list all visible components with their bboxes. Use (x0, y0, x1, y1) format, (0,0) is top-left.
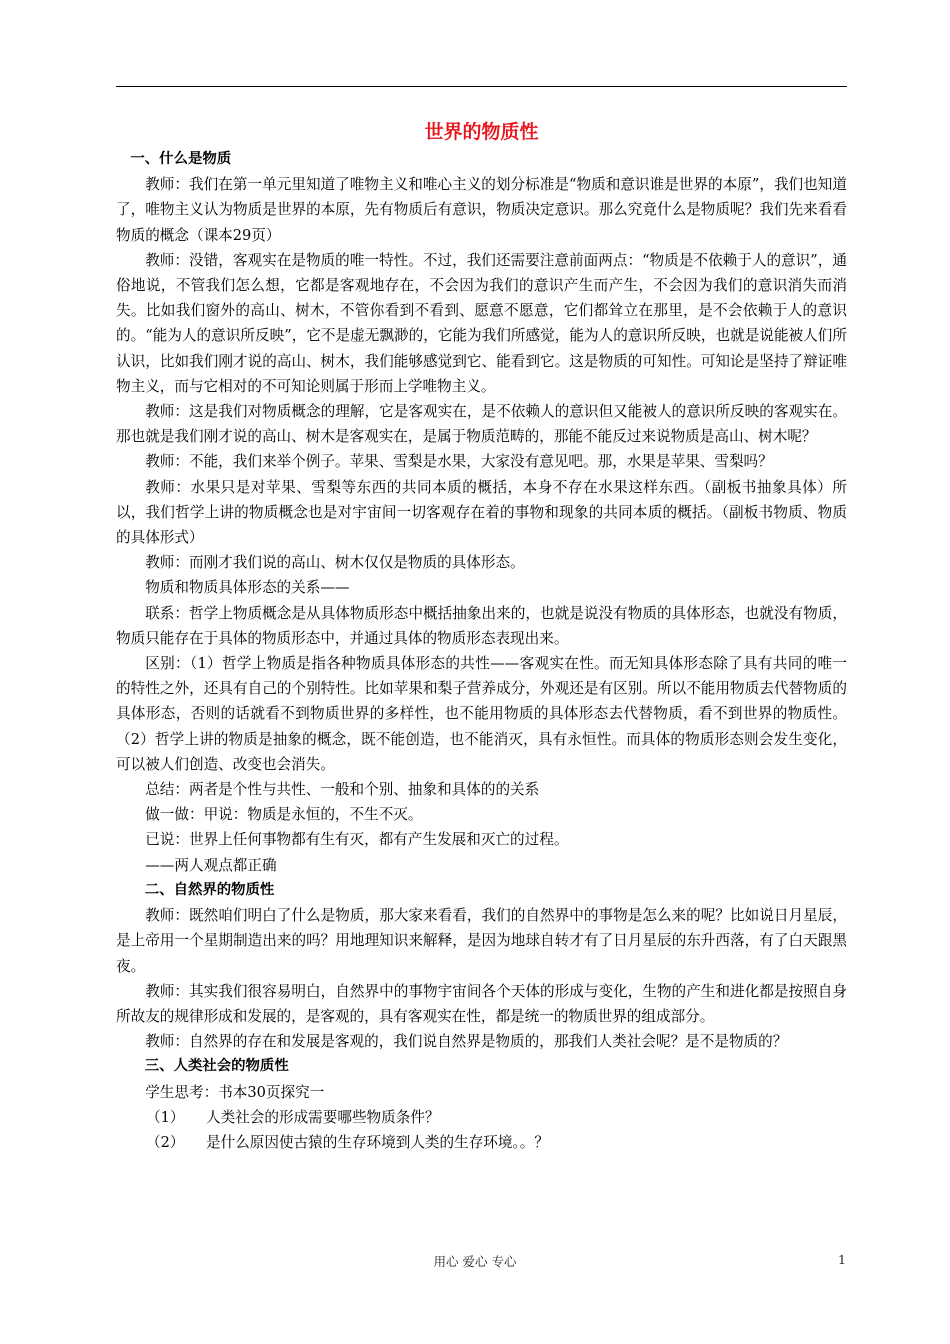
section-heading-3: 三、人类社会的物质性 (144, 1058, 289, 1075)
paragraph: 教师：其实我们很容易明白，自然界中的事物宇宙间各个天体的形成与变化，生物的产生和进化都是按照自身所故友的规律形成和发展的，是客观的，具有客观实在性，都是统一的物质世界的组成部分。 (116, 982, 847, 1025)
question-item (116, 1130, 847, 1155)
paragraph: 教师：没错，客观实在是物质的唯一特性。不过，我们还需要注意前面两点：“物质是不依赖于人的意识”，通俗地说，不管我们怎么想，它都是客观地存在，不会因为我们的意识产生而产生，不会因为我们的意识消失而消失。比如我们窗外的高山、树木，不管你看到不看到、愿意不愿意，它们都耸立在那里，是不会依赖于人的意识的。“能为人的意识所反映”，它不是虚无飘渺的，它能为我们所感觉，能为人的意识所反映，也就是说能被人们所认识，比如我们刚才说的高山、树木，我们能够感觉到它、能看到它。这是物质的可知性。可知论是坚持了辩证唯物主义，而与它相对的不可知论则属于形而上学唯物主义。 (116, 251, 847, 395)
document-body (116, 118, 847, 1155)
paragraph: 教师：自然界的存在和发展是客观的，我们说自然界是物质的，那我们人类社会呢？是不是物质的？ (145, 1033, 788, 1051)
paragraph: 教师：不能，我们来举个例子。苹果、雪梨是水果，大家没有意见吧。那，水果是苹果、雪梨吗？ (145, 453, 773, 471)
paragraph: ——两人观点都正确 (145, 856, 277, 874)
question-number: （2） (146, 1133, 185, 1151)
footer-motto: 用心 爱心 专心 (433, 1254, 517, 1269)
header-rule (116, 86, 847, 87)
section-heading-2: 二、自然界的物质性 (144, 881, 275, 898)
paragraph: 教师：这是我们对物质概念的理解，它是客观实在，是不依赖人的意识但又能被人的意识所反映的客观实在。那也就是我们刚才说的高山、树木是客观实在，是属于物质范畴的，那能不能反过来说物质是高山、树木呢？ (116, 403, 847, 446)
document-title: 世界的物质性 (424, 121, 539, 143)
paragraph: 总结：两者是个性与共性、一般和个别、抽象和具体的的关系 (145, 781, 540, 799)
question-text: 是什么原因使古猿的生存环境到人类的生存环境。。？ (206, 1133, 549, 1151)
page-number: 1 (838, 1252, 846, 1267)
paragraph: 做一做：甲说：物质是永恒的，不生不灭。 (145, 806, 423, 824)
paragraph: 教师：而刚才我们说的高山、树木仅仅是物质的具体形态。 (145, 554, 525, 572)
paragraph: 学生思考：书本30页探究一 (145, 1083, 325, 1101)
paragraph: 教师：既然咱们明白了什么是物质，那大家来看看，我们的自然界中的事物是怎么来的呢？比如说日月星辰，是上帝用一个星期制造出来的吗？用地理知识来解释，是因为地球自转才有了日月星辰的东升西落，有了白天跟黑夜。 (116, 907, 847, 975)
paragraph: 教师：水果只是对苹果、雪梨等东西的共同本质的概括，本身不存在水果这样东西。（副板书抽象具体）所以，我们哲学上讲的物质概念也是对宇宙间一切客观存在着的事物和现象的共同本质的概括。（副板书物质、物质的具体形式） (116, 478, 847, 547)
paragraph: 区别：（1）哲学上物质是指各种物质具体形态的共性——客观实在性。而无知具体形态除了具有共同的唯一的特性之外，还具有自己的个别特性。比如苹果和梨子营养成分，外观还是有区别。所以不能用物质去代替物质的具体形态，否则的话就看不到物质世界的多样性，也不能用物质的具体形态去代替物质，看不到世界的物质性。（2）哲学上讲的物质是抽象的概念，既不能创造，也不能消灭，具有永恒性。而具体的物质形态则会发生变化，可以被人们创造、改变也会消失。 (116, 655, 847, 773)
question-number: （1） (146, 1108, 185, 1126)
paragraph: 联系：哲学上物质概念是从具体物质形态中概括抽象出来的，也就是说没有物质的具体形态，也就没有物质，物质只能存在于具体的物质形态中，并通过具体的物质形态表现出来。 (116, 604, 847, 647)
paragraph: 已说：世界上任何事物都有生有灭，都有产生发展和灭亡的过程。 (145, 831, 569, 849)
paragraph: 教师：我们在第一单元里知道了唯物主义和唯心主义的划分标准是“物质和意识谁是世界的本原”，我们也知道了，唯物主义认为物质是世界的本原，先有物质后有意识，物质决定意识。那么究竟什么是物质呢？我们先来看看物质的概念（课本29页） (116, 176, 847, 244)
paragraph: 物质和物质具体形态的关系—— (145, 579, 350, 597)
question-item (116, 1105, 847, 1130)
section-heading-1: 一、什么是物质 (130, 151, 232, 167)
question-text: 人类社会的形成需要哪些物质条件？ (206, 1108, 440, 1126)
